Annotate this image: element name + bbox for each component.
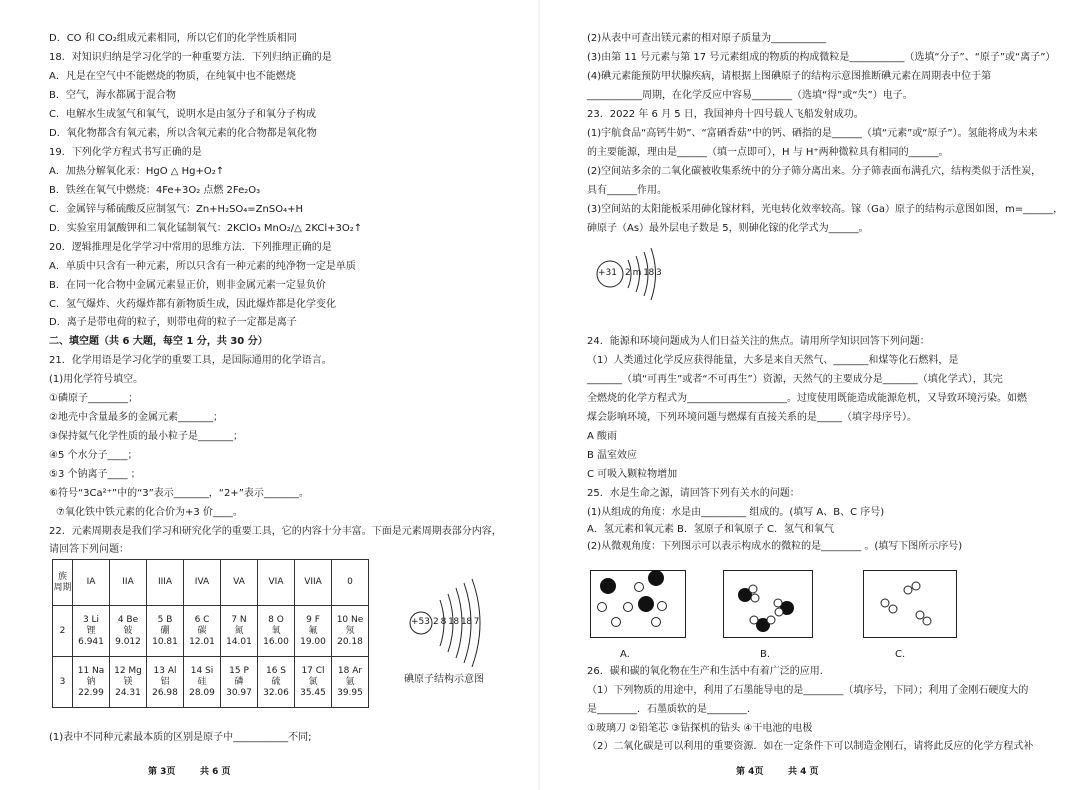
element-name: 锂 <box>86 625 96 636</box>
element-name: 碳 <box>197 625 207 636</box>
element-mass: 32.06 <box>263 687 289 698</box>
element-symbol: 6 C <box>194 614 210 625</box>
text-line: (3)空间站的太阳能板采用砷化镓材料，光电转化效率较高。镓（Ga）原子的结构示意图如图，m=______， <box>587 204 1064 215</box>
element-cell <box>295 606 332 657</box>
element-mass: 30.97 <box>226 687 252 698</box>
molecule-label-c: C. <box>895 649 906 660</box>
hydrogen-atom <box>749 585 757 593</box>
element-symbol: 4 Be <box>117 614 139 625</box>
hydrogen-atom <box>652 618 661 627</box>
element-cell <box>221 606 258 657</box>
hydrogen-atom <box>775 608 783 616</box>
group-header: 0 <box>332 560 369 606</box>
right-page <box>540 0 1080 790</box>
text-line: B．在同一化合物中金属元素显正价，则非金属元素一定显负价 <box>49 280 326 291</box>
iodine-diagram-caption: 碘原子结构示意图 <box>404 674 484 685</box>
corner-cell <box>53 560 73 606</box>
hydrogen-atom <box>598 603 607 612</box>
period-number: 3 <box>53 657 73 708</box>
element-symbol: 10 Ne <box>336 614 364 625</box>
hydrogen-atom <box>635 583 644 592</box>
text-line: 19．下列化学方程式书写正确的是 <box>49 147 202 158</box>
element-cell <box>73 606 110 657</box>
element-mass: 35.45 <box>300 687 326 698</box>
element-cell <box>184 657 221 708</box>
element-symbol: 15 P <box>229 665 249 676</box>
text-line: ⑦氧化铁中铁元素的化合价为+3 价____。 <box>56 507 243 518</box>
element-symbol: 9 F <box>306 614 320 625</box>
gallium-shell-electrons: 2 m 18 3 <box>625 268 662 278</box>
left-page <box>0 0 538 790</box>
text-line: (4)碘元素能预防甲状腺疾病，请根据上图碘原子的结构示意图推断碘元素在周期表中位于第 <box>587 71 992 82</box>
text-line: 煤会影响环境，下列环境问题与燃煤有直接关系的是_____（填字母序号）。 <box>587 412 917 423</box>
periodic-table-header-row <box>53 560 369 606</box>
text-line: 18．对知识归纳是学习化学的一种重要方法．下列归纳正确的是 <box>49 52 332 63</box>
text-line: B．铁丝在氧气中燃烧：4Fe+3O₂ 点燃 2Fe₂O₃ <box>49 185 261 196</box>
element-symbol: 3 Li <box>82 614 100 625</box>
hydrogen-atom <box>767 616 775 624</box>
hydrogen-atom <box>624 603 633 612</box>
page-number: 第 4页 <box>736 767 764 777</box>
iodine-nucleus-charge: +53 <box>411 617 430 627</box>
text-line: ___________周期，在化学反应中容易________（选填“得”或“失”）电子。 <box>587 90 913 101</box>
element-name: 铍 <box>123 625 133 636</box>
text-line: (3)由第 11 号元素与第 17 号元素组成的物质的构成微粒是___________（选填“分子”、“原子”或“离子”） <box>587 52 1056 63</box>
element-cell <box>73 657 110 708</box>
text-line: 砷原子（As）最外层电子数是 5，则砷化镓的化学式为______。 <box>587 223 869 234</box>
text-line: _______（填“可再生”或者“不可再生”）资源，天然气的主要成分是_______（填化学式），其完 <box>587 374 1003 385</box>
text-line: B 温室效应 <box>587 450 638 461</box>
group-header: IIIA <box>147 560 184 606</box>
element-name: 钠 <box>86 676 96 687</box>
text-line: ①玻璃刀 ②铅笔芯 ③钻探机的钻头 ④干电池的电极 <box>587 723 813 734</box>
element-name: 氟 <box>308 625 318 636</box>
element-mass: 28.09 <box>189 687 215 698</box>
text-line: 具有______作用。 <box>587 185 667 196</box>
text-line: D．离子是带电荷的粒子，则带电荷的粒子一定都是离子 <box>49 317 297 328</box>
gallium-nucleus-charge: +31 <box>598 268 617 278</box>
text-line: 25．水是生命之源，请回答下列有关水的问题： <box>587 488 800 499</box>
text-line: （1）人类通过化学反应获得能量，大多是来自天然气、_______和煤等化石燃料，是 <box>587 355 959 366</box>
element-name: 铝 <box>160 676 170 687</box>
period-row-3 <box>53 657 369 708</box>
element-symbol: 11 Na <box>77 665 105 676</box>
text-line: C．电解水生成氢气和氧气，说明水是由氢分子和氧分子构成 <box>49 109 316 120</box>
hydrogen-atom <box>904 586 912 594</box>
text-line: A．加热分解氧化汞：HgO △ Hg+O₂↑ <box>49 166 225 177</box>
element-symbol: 14 Si <box>190 665 214 676</box>
text-line: (2)空间站多余的二氧化碳被收集系统中的分子筛分离出来。分子筛表面布满孔穴，结构类似于活性炭， <box>587 166 1042 177</box>
page-total: 共 6 页 <box>200 767 231 777</box>
text-line: C．氢气爆炸、火药爆炸都有新物质生成，因此爆炸都是化学变化 <box>49 299 336 310</box>
text-line: (2)从微观角度：下列图示可以表示构成水的微粒的是________ 。(填写下图所示序号) <box>587 541 963 552</box>
element-cell <box>258 606 295 657</box>
group-header: IA <box>73 560 110 606</box>
text-line: 22．元素周期表是我们学习和研究化学的重要工具，它的内容十分丰富。下面是元素周期表部分内容， <box>49 526 502 537</box>
element-mass: 39.95 <box>337 687 363 698</box>
text-line: 23．2022 年 6 月 5 日，我国神舟十四号载人飞船发射成功。 <box>587 109 864 120</box>
group-header: IIA <box>110 560 147 606</box>
element-symbol: 13 Al <box>153 665 177 676</box>
oxygen-atom <box>638 596 654 612</box>
section-heading: 二、填空题（共 6 大题，每空 1 分，共 30 分） <box>49 336 268 347</box>
text-line: (1)表中不同种元素最本质的区别是原子中___________不同; <box>49 732 312 743</box>
element-symbol: 5 B <box>157 614 173 625</box>
group-header: VA <box>221 560 258 606</box>
hydrogen-atom <box>658 602 667 611</box>
hydrogen-atom <box>774 599 782 607</box>
group-header: VIA <box>258 560 295 606</box>
element-symbol: 7 N <box>231 614 247 625</box>
text-line: A．单质中只含有一种元素，所以只含有一种元素的纯净物一定是单质 <box>49 261 356 272</box>
page-number: 第 3页 <box>148 767 176 777</box>
element-mass: 14.01 <box>226 636 252 647</box>
element-mass: 10.81 <box>152 636 178 647</box>
text-line: 21．化学用语是学习化学的重要工具，是国际通用的化学语言。 <box>49 355 332 366</box>
element-name: 硼 <box>160 625 170 636</box>
iodine-shell-electrons: 2 8 18 18 7 <box>433 617 480 627</box>
text-line: (1)从组成的角度：水是由_________ 组成的。(填写 A、B、C 序号) <box>587 507 885 518</box>
element-cell <box>332 606 369 657</box>
element-symbol: 8 O <box>268 614 284 625</box>
periodic-table <box>52 559 369 708</box>
element-symbol: 16 S <box>265 665 287 676</box>
hydrogen-atom <box>889 605 897 613</box>
element-mass: 12.01 <box>189 636 215 647</box>
group-label: 族 <box>57 571 67 582</box>
text-line: B．空气，海水都属于混合物 <box>49 90 176 101</box>
element-cell <box>184 606 221 657</box>
molecule-box-b <box>723 570 823 640</box>
element-name: 氮 <box>234 625 244 636</box>
text-line: 24．能源和环境问题成为人们日益关注的焦点。请用所学知识回答下列问题： <box>587 336 930 347</box>
molecule-box-a <box>590 570 740 640</box>
text-line: A．凡是在空气中不能燃烧的物质，在纯氧中也不能燃烧 <box>49 71 296 82</box>
element-cell <box>147 606 184 657</box>
hydrogen-atom <box>612 618 621 627</box>
text-line: 20．逻辑推理是化学学习中常用的思维方法．下列推理正确的是 <box>49 242 332 253</box>
text-line: A．氢元素和氧元素 B．氢原子和氧原子 C．氢气和氧气 <box>587 524 835 535</box>
box-border <box>864 571 957 638</box>
period-number: 2 <box>53 606 73 657</box>
text-line: 26．碳和碳的氧化物在生产和生活中有着广泛的应用. <box>587 666 823 677</box>
element-symbol: 18 Ar <box>337 665 363 676</box>
text-line: C 可吸入颗粒物增加 <box>587 469 678 480</box>
element-cell <box>258 657 295 708</box>
text-line: ③保持氦气化学性质的最小粒子是_______； <box>49 431 243 442</box>
text-line: ⑤3 个钠离子____ ； <box>49 469 141 480</box>
text-line: 请回答下列问题： <box>49 544 129 555</box>
element-cell <box>110 657 147 708</box>
element-name: 硫 <box>271 676 281 687</box>
element-cell <box>295 657 332 708</box>
period-row-2 <box>53 606 369 657</box>
element-mass: 6.941 <box>78 636 104 647</box>
text-line: （2）二氧化碳是可以利用的重要资源．如在一定条件下可以制造金刚石，请将此反应的化学方程式补 <box>587 741 1034 752</box>
text-line: C．金属锌与稀硫酸反应制氢气：Zn+H₂SO₄=ZnSO₄+H <box>49 204 303 215</box>
text-line: 是________．石墨质软的是________． <box>587 704 757 715</box>
element-symbol: 12 Mg <box>114 665 142 676</box>
hydrogen-atom <box>881 599 889 607</box>
oxygen-atom <box>648 570 664 586</box>
period-label: 周期 <box>53 582 72 593</box>
element-mass: 24.31 <box>115 687 141 698</box>
element-cell <box>332 657 369 708</box>
element-name: 磷 <box>234 676 244 687</box>
element-mass: 19.00 <box>300 636 326 647</box>
element-mass: 9.012 <box>115 636 141 647</box>
text-line: ④5 个水分子____； <box>49 450 138 461</box>
element-symbol: 17 Cl <box>301 665 325 676</box>
molecule-label-a: A. <box>620 649 630 660</box>
text-line: (1)宇航食品“高钙牛奶”、“富硒香菇”中的钙、硒指的是______（填“元素”或“原子”）。氢能将成为未来 <box>587 128 1038 139</box>
text-line: (2)从表中可查出镁元素的相对原子质量为___________ <box>587 33 827 44</box>
text-line: ①磷原子________； <box>49 393 138 404</box>
text-line: 的主要能源，理由是______（填一点即可），H 与 H⁺两种微粒具有相同的______。 <box>587 147 949 158</box>
text-line: D．CO 和 CO₂组成元素相同，所以它们的化学性质相同 <box>49 33 297 44</box>
element-mass: 26.98 <box>152 687 178 698</box>
text-line: ②地壳中含量最多的金属元素_______； <box>49 412 223 423</box>
text-line: D．实验室用氯酸钾和二氧化锰制氧气：2KClO₃ MnO₂/△ 2KCl+3O₂↑ <box>49 223 363 234</box>
text-line: （1）下列物质的用途中，利用了石墨能导电的是________（填序号，下同）；利用了金刚石硬度大的 <box>587 685 1029 696</box>
hydrogen-atom <box>912 582 920 590</box>
hydrogen-atom <box>923 617 931 625</box>
element-name: 氩 <box>345 676 355 687</box>
hydrogen-atom <box>751 594 759 602</box>
oxygen-atom <box>600 578 616 594</box>
text-line: ⑥符号“3Ca²⁺”中的“3”表示_______，“2+”表示_______。 <box>49 488 309 499</box>
element-cell <box>110 606 147 657</box>
molecule-box-c <box>863 570 963 640</box>
molecule-label-b: B. <box>760 649 771 660</box>
text-line: D．氧化物都含有氧元素，所以含氧元素的化合物都是氧化物 <box>49 128 317 139</box>
page-total: 共 4 页 <box>788 767 819 777</box>
element-name: 氖 <box>345 625 355 636</box>
element-name: 氧 <box>271 625 281 636</box>
element-cell <box>147 657 184 708</box>
element-name: 硅 <box>197 676 207 687</box>
group-header: VIIA <box>295 560 332 606</box>
element-mass: 22.99 <box>78 687 104 698</box>
text-line: (1)用化学符号填空。 <box>49 374 144 385</box>
element-name: 镁 <box>123 676 133 687</box>
hydrogen-atom <box>916 611 924 619</box>
hydrogen-atom <box>750 616 758 624</box>
group-header: IVA <box>184 560 221 606</box>
text-line: 全燃烧的化学方程式为____________________。过度使用既能造成能源危机，又导致环境污染。如燃 <box>587 393 1027 404</box>
text-line: A 酸雨 <box>587 431 618 442</box>
element-cell <box>221 657 258 708</box>
element-mass: 20.18 <box>337 636 363 647</box>
element-name: 氯 <box>308 676 318 687</box>
element-mass: 16.00 <box>263 636 289 647</box>
